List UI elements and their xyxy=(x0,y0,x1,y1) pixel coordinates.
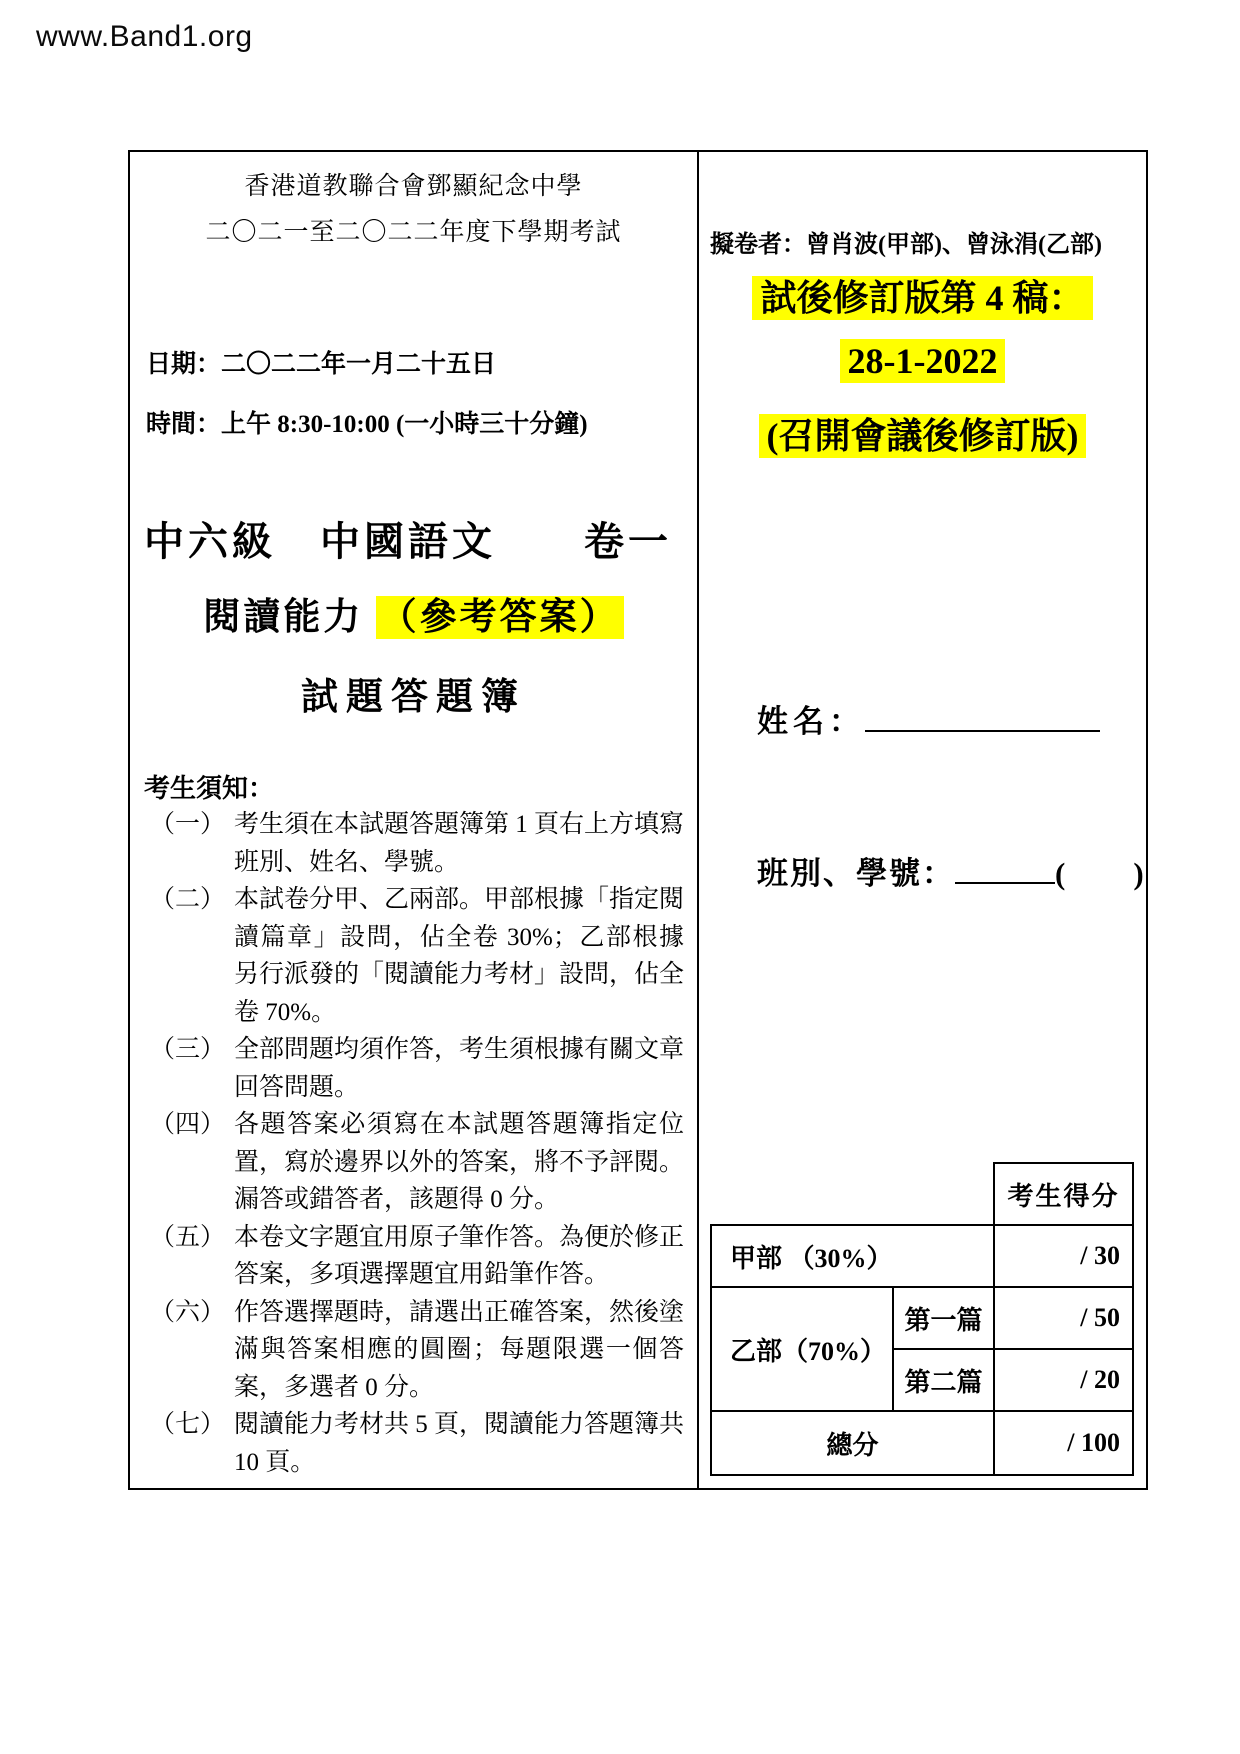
class-number-label: 班別、學號： xyxy=(757,856,955,891)
answer-key-highlight: （參考答案） xyxy=(376,596,624,639)
note-text: 作答選擇題時，請選出正確答案，然後塗滿與答案相應的圓圈；每題限選一個答案，多選者 0 分。 xyxy=(234,1298,685,1401)
note-item-1 xyxy=(150,806,687,881)
school-name: 香港道教聯合會鄧顯紀念中學 xyxy=(244,173,583,200)
exam-date: 日期：二〇二二年一月二十五日 xyxy=(146,351,497,378)
note-number: （一） xyxy=(150,811,226,838)
score-row-b2-score: / 20 xyxy=(995,1350,1132,1412)
class-number-blank-field xyxy=(955,850,1055,884)
note-item-7 xyxy=(150,1406,687,1481)
note-text: 各題答案必須寫在本試題答題簿指定位置，寫於邊界以外的答案，將不予評閱。漏答或錯答者，該題得 0 分。 xyxy=(234,1111,685,1213)
paper-setter-line: 擬卷者：曾肖波(甲部)、曾泳涓(乙部) xyxy=(710,232,1102,258)
score-table-body xyxy=(710,1224,1134,1476)
class-number-suffix: ( ) xyxy=(1055,856,1146,891)
score-table-header-cell: 考生得分 xyxy=(993,1162,1134,1224)
revision-note-line3 xyxy=(699,408,1146,459)
score-row-part-a-label: 甲部 （30%） xyxy=(712,1226,995,1288)
revision-highlight-3: (召開會議後修訂版) xyxy=(759,414,1087,458)
score-row-part-b-label: 乙部（70%） xyxy=(712,1288,894,1412)
note-text: 本卷文字題宜用原子筆作答。為便於修正答案，多項選擇題宜用鉛筆作答。 xyxy=(234,1223,685,1288)
name-field-row xyxy=(757,696,1100,741)
class-number-field-row xyxy=(757,848,1146,893)
revision-note-line2 xyxy=(699,340,1146,382)
candidate-notes-list xyxy=(150,806,687,1481)
note-number: （六） xyxy=(150,1298,226,1326)
exam-term: 二〇二一至二〇二二年度下學期考試 xyxy=(205,219,622,246)
score-row-b2-sublabel: 第二篇 xyxy=(894,1350,995,1412)
right-column xyxy=(699,152,1146,1488)
score-row-b1-sublabel: 第一篇 xyxy=(894,1288,995,1350)
left-column xyxy=(130,152,699,1488)
exam-cover-sheet xyxy=(128,150,1148,1490)
score-row-part-a-score: / 30 xyxy=(995,1226,1132,1288)
score-row-total-score: / 100 xyxy=(1067,1428,1120,1457)
note-item-5 xyxy=(150,1219,687,1294)
paper-title-line1: 中六級 中國語文 卷一 xyxy=(144,519,672,564)
revision-highlight-1: 試後修訂版第 4 稿： xyxy=(752,276,1092,320)
site-watermark: www.Band1.org xyxy=(36,20,253,53)
name-label: 姓名： xyxy=(757,704,865,739)
paper-title-line2 xyxy=(130,586,697,640)
revision-note-line1 xyxy=(699,270,1146,321)
note-text: 本試卷分甲、乙兩部。甲部根據「指定閱讀篇章」設問，佔全卷 30%；乙部根據另行派發的「閱讀能力考材」設問，佔全卷 70%。 xyxy=(234,886,685,1026)
candidate-notes-heading: 考生須知： xyxy=(144,774,275,803)
note-text: 考生須在本試題答題簿第 1 頁右上方填寫班別、姓名、學號。 xyxy=(234,811,685,876)
revision-highlight-2: 28-1-2022 xyxy=(840,339,1006,383)
note-item-6 xyxy=(150,1294,687,1407)
exam-time: 時間：上午 8:30-10:00 (一小時三十分鐘) xyxy=(146,411,588,438)
paper-title-reading: 閱讀能力 xyxy=(203,597,376,638)
score-row-b1-score: / 50 xyxy=(995,1288,1132,1350)
paper-title-line3: 試題答題簿 xyxy=(301,677,526,718)
note-text: 閱讀能力考材共 5 頁，閱讀能力答題簿共 10 頁。 xyxy=(234,1411,685,1476)
note-number: （三） xyxy=(150,1036,226,1063)
note-item-3 xyxy=(150,1031,687,1106)
note-item-4 xyxy=(150,1106,687,1219)
name-blank-field xyxy=(865,698,1100,732)
note-number: （二） xyxy=(150,886,226,913)
note-number: （七） xyxy=(150,1411,226,1438)
note-number: （五） xyxy=(150,1223,226,1251)
note-text: 全部問題均須作答，考生須根據有關文章回答問題。 xyxy=(234,1036,685,1101)
score-row-total-label: 總分 xyxy=(712,1412,995,1474)
note-number: （四） xyxy=(150,1111,226,1138)
note-item-2 xyxy=(150,881,687,1031)
